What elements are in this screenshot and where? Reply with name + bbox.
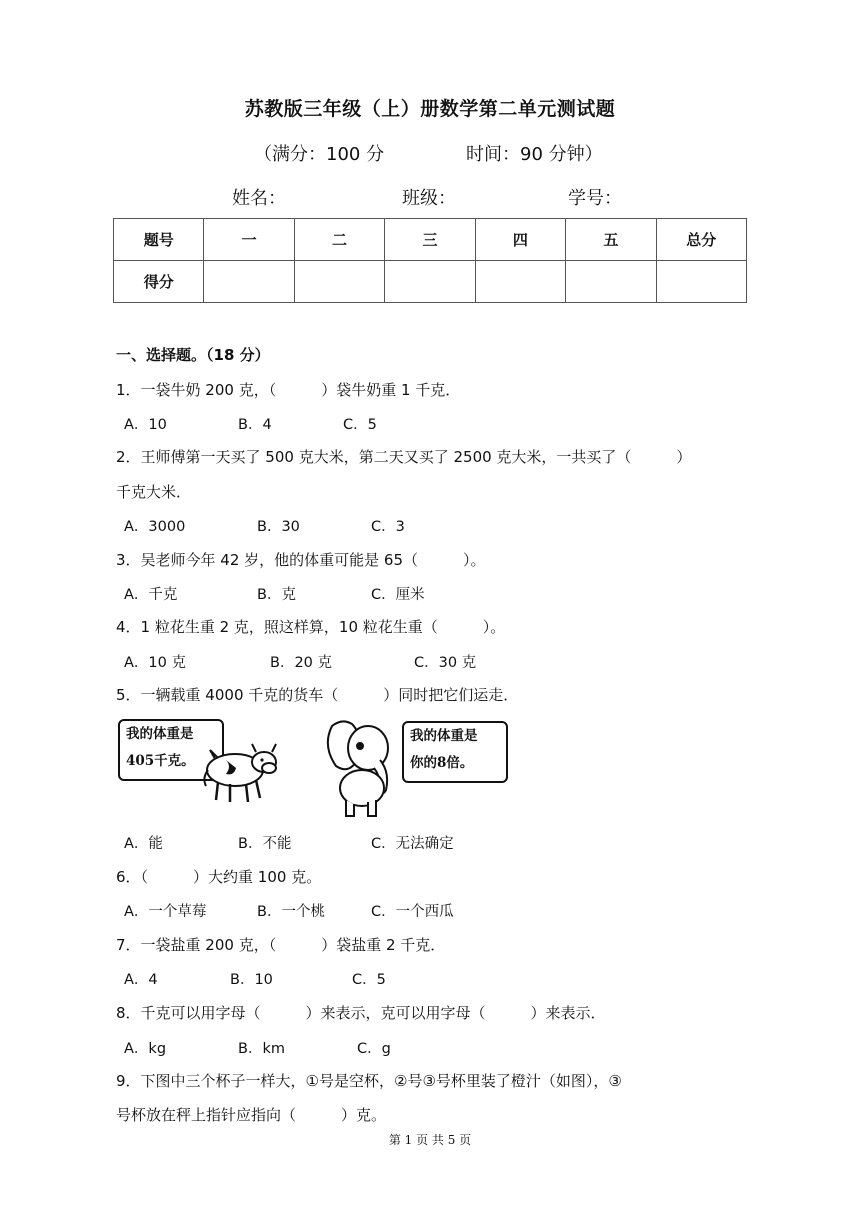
option-b: B．克 bbox=[257, 587, 296, 603]
class-label: 班级： bbox=[402, 188, 456, 209]
option-b: B．km bbox=[238, 1041, 285, 1057]
question-3: 3．吴老师今年 42 岁，他的体重可能是 65（ ）。 bbox=[116, 551, 486, 569]
option-b: B．不能 bbox=[238, 836, 292, 852]
option-c: C．30 克 bbox=[414, 655, 477, 671]
question-8: 8．千克可以用字母（ ）来表示，克可以用字母（ ）来表示． bbox=[116, 1004, 606, 1022]
option-a: A．能 bbox=[124, 836, 163, 852]
table-cell: 五 bbox=[566, 219, 656, 261]
question-9: 9．下图中三个杯子一样大，①号是空杯，②号③号杯里装了橙汁（如图），③ bbox=[116, 1072, 622, 1090]
table-cell: 二 bbox=[294, 219, 384, 261]
question-2-continued: 千克大米． bbox=[116, 483, 192, 501]
option-b: B．30 bbox=[257, 519, 300, 535]
question-1: 1．一袋牛奶 200 克，（ ）袋牛奶重 1 千克． bbox=[116, 381, 461, 399]
option-a: A．4 bbox=[124, 972, 158, 988]
elephant-bubble-line-2: 你的8倍。 bbox=[410, 755, 474, 771]
table-cell: 三 bbox=[385, 219, 475, 261]
option-c: C．5 bbox=[343, 417, 377, 433]
question-7: 7．一袋盐重 200 克，（ ）袋盐重 2 千克． bbox=[116, 936, 446, 954]
question-6: 6．（ ）大约重 100 克。 bbox=[116, 868, 322, 886]
table-row bbox=[114, 261, 747, 303]
table-cell: 四 bbox=[475, 219, 565, 261]
cow-bubble-line-2: 405千克。 bbox=[126, 753, 195, 769]
option-c: C．g bbox=[357, 1041, 391, 1057]
option-a: A．3000 bbox=[124, 519, 186, 535]
option-b: B．一个桃 bbox=[257, 904, 325, 920]
score-input-cell[interactable] bbox=[656, 261, 746, 303]
table-cell: 一 bbox=[204, 219, 294, 261]
score-table bbox=[113, 218, 747, 303]
question-5: 5．一辆载重 4000 千克的货车（ ）同时把它们运走． bbox=[116, 686, 519, 704]
page-footer: 第 1 页 共 5 页 bbox=[388, 1133, 472, 1147]
student-id-label: 学号： bbox=[568, 188, 622, 209]
full-score-label: （满分：100 分 bbox=[254, 144, 385, 165]
option-c: C．无法确定 bbox=[371, 836, 454, 852]
page-title: 苏教版三年级（上）册数学第二单元测试题 bbox=[244, 98, 616, 120]
section-heading: 一、选择题。（18 分） bbox=[116, 346, 270, 364]
question-9-continued: 号杯放在秤上指针应指向（ ）克。 bbox=[116, 1106, 387, 1124]
elephant-bubble-line-1: 我的体重是 bbox=[410, 728, 478, 744]
score-input-cell[interactable] bbox=[385, 261, 475, 303]
option-b: B．10 bbox=[230, 972, 273, 988]
table-cell: 总分 bbox=[656, 219, 746, 261]
elephant-illustration bbox=[318, 716, 408, 820]
option-c: C．厘米 bbox=[371, 587, 425, 603]
question-2: 2．王师傅第一天买了 500 克大米，第二天又买了 2500 克大米，一共买了（ ） bbox=[116, 448, 692, 466]
cow-bubble-line-1: 我的体重是 bbox=[126, 726, 194, 742]
option-a: A．一个草莓 bbox=[124, 904, 207, 920]
option-c: C．5 bbox=[352, 972, 386, 988]
cow-illustration bbox=[190, 730, 290, 810]
table-row bbox=[114, 219, 747, 261]
name-label: 姓名： bbox=[232, 188, 286, 209]
option-a: A．kg bbox=[124, 1041, 167, 1057]
option-c: C．3 bbox=[371, 519, 405, 535]
option-a: A．千克 bbox=[124, 587, 178, 603]
option-c: C．一个西瓜 bbox=[371, 904, 454, 920]
question-4: 4．1 粒花生重 2 克，照这样算，10 粒花生重（ ）。 bbox=[116, 618, 506, 636]
option-a: A．10 bbox=[124, 417, 167, 433]
option-b: B．20 克 bbox=[270, 655, 333, 671]
table-cell: 题号 bbox=[114, 219, 204, 261]
score-input-cell[interactable] bbox=[204, 261, 294, 303]
score-input-cell[interactable] bbox=[475, 261, 565, 303]
elephant-speech-bubble bbox=[402, 721, 508, 783]
score-input-cell[interactable] bbox=[294, 261, 384, 303]
score-input-cell[interactable] bbox=[566, 261, 656, 303]
option-a: A．10 克 bbox=[124, 655, 186, 671]
time-label: 时间：90 分钟） bbox=[466, 144, 603, 165]
table-cell: 得分 bbox=[114, 261, 204, 303]
option-b: B．4 bbox=[238, 417, 272, 433]
